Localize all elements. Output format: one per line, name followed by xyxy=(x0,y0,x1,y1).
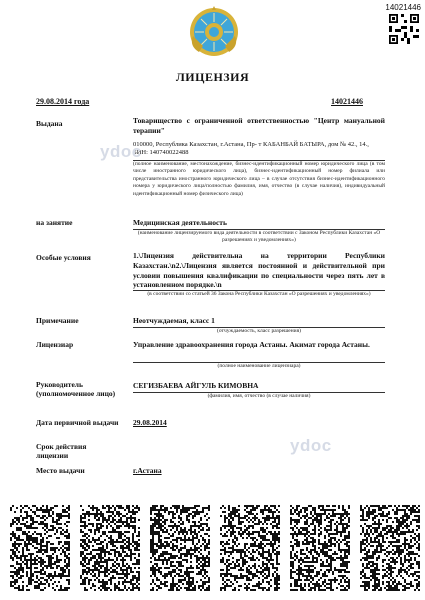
first-issue-value: 29.08.2014 xyxy=(133,418,167,427)
issue-date: 29.08.2014 года xyxy=(36,97,90,106)
note-value: Неотчуждаемая, класс 1 xyxy=(133,316,215,325)
issued-label: Выдана xyxy=(36,119,63,128)
head-value: СЕГИЗБАЕВА АЙГУЛЬ КИМОВНА xyxy=(133,381,259,390)
state-emblem-icon xyxy=(189,6,239,58)
barcode-block xyxy=(150,505,210,591)
barcode-block xyxy=(290,505,350,591)
first-issue-label: Дата первичной выдачи xyxy=(36,418,119,427)
head-hint: (фамилия, имя, отчество (в случае наличия) xyxy=(133,392,385,400)
conditions-value: 1.\Лицензия действительна на территории Республики Казахстан.\n2.\Лицензия является постоянной и действительной при условии повышения квалификации по специальности через пять лет в установленном порядке.\n xyxy=(133,251,385,290)
barcode-block xyxy=(80,505,140,591)
validity-label-line-2: лицензии xyxy=(36,451,69,460)
place-value: г.Астана xyxy=(133,466,162,475)
watermark: ydoc xyxy=(100,142,142,161)
barcode-block xyxy=(220,505,280,591)
activity-hint: (наименование лицензируемого вида деятельности в соответствии с Законом Республики Казахстан «О разрешениях и уведомлениях») xyxy=(133,229,385,245)
issued-address: 010000, Республика Казахстан, г.Астана, Пр- т КАБАНБАЙ БАТЫРА, дом № 42., 14., БИН: 140740022488 xyxy=(133,141,369,157)
document-title: ЛИЦЕНЗИЯ xyxy=(175,70,250,84)
head-label-line-1: Руководитель xyxy=(36,380,83,389)
issued-hint: (полное наименование, местонахождение, бизнес-идентификационный номер юридического лица (в том числе иностранного юридического лица), бизнес-идентификационный номер филиала или представительства иностранного юридического лица – в случае отсутствия бизнес-идентификационного номера у юридического лица/полностью фамилия, имя, отчество (в случае наличия), индивидуальный идентификационный номер физического лица) xyxy=(133,161,385,197)
note-label: Примечание xyxy=(36,316,79,325)
place-label: Место выдачи xyxy=(36,466,85,475)
activity-label: на занятие xyxy=(36,218,73,227)
head-label-line-2: (уполномоченное лицо) xyxy=(36,389,116,398)
activity-value: Медицинская деятельность xyxy=(133,218,227,227)
watermark: ydoc xyxy=(290,436,332,455)
licensor-label: Лицензиар xyxy=(36,340,74,349)
conditions-hint: (в соответствии со статьей 36 Закона Республики Казахстан «О разрешениях и уведомлениях») xyxy=(133,290,385,298)
validity-label-line-1: Срок действия xyxy=(36,442,87,451)
licensor-value: Управление здравоохранения города Астаны. Акимат города Астаны. xyxy=(133,340,370,349)
license-number: 14021446 xyxy=(331,97,363,106)
conditions-label: Особые условия xyxy=(36,253,91,262)
validity-label xyxy=(36,442,86,460)
head-label xyxy=(36,380,115,398)
licensor-hint: (полное наименование лицензиара) xyxy=(133,362,385,370)
qr-code xyxy=(389,14,419,44)
document-number-top: 14021446 xyxy=(385,3,421,12)
issued-value: Товарищество с ограниченной ответственностью "Центр мануальной терапии" xyxy=(133,116,385,135)
barcode-block xyxy=(360,505,420,591)
note-hint: (отчуждаемость, класс разрешения) xyxy=(133,327,385,335)
barcode-block xyxy=(10,505,70,591)
